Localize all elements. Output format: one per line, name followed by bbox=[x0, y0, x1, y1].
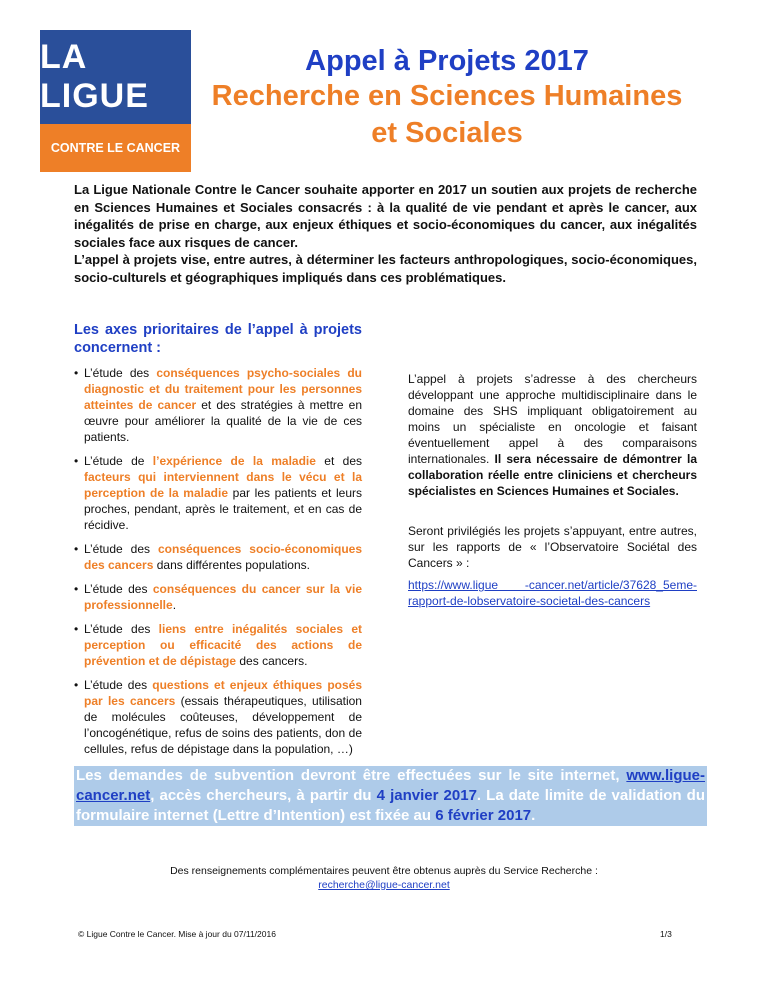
site-link[interactable]: www.ligue-cancer.net bbox=[76, 767, 705, 804]
bullet-icon: • bbox=[74, 622, 79, 636]
axes-heading: Les axes prioritaires de l’appel à projets concernent : bbox=[74, 322, 362, 356]
bullet-icon: • bbox=[74, 678, 79, 692]
bullet-icon: • bbox=[74, 582, 79, 596]
observatory-report-link[interactable]: https://www.ligue -cancer.net/article/37628_5eme-rapport-de-lobservatoire-societal-des-cancers bbox=[408, 578, 697, 608]
axis-item: • L’étude des conséquences socio-économiques des cancers dans différentes populations. bbox=[74, 542, 362, 572]
axis-item: • L’étude des conséquences psycho-sociales du diagnostic et du traitement pour les personnes atteintes de cancer et des stratégies à mettre en œuvre pour améliorer la qualité de la vie de ces patients. bbox=[74, 366, 362, 444]
intro-section bbox=[74, 181, 697, 286]
title-line-3: et Sociales bbox=[371, 117, 523, 149]
axes-section bbox=[74, 321, 362, 765]
contact-email-link[interactable]: recherche@ligue-cancer.net bbox=[318, 879, 450, 891]
title-line-1: Appel à Projets 2017 bbox=[305, 45, 589, 77]
ligue-logo bbox=[40, 30, 191, 172]
footer-copyright: © Ligue Contre le Cancer. Mise à jour du 07/11/2016 bbox=[78, 929, 276, 939]
eligibility-paragraph: L’appel à projets s’adresse à des chercheurs développant une approche multidisciplinaire dans le domaine des SHS impliquant obligatoirement au moins un spécialiste en oncologie et faisant éventuellement appel à des comparaisons internationales. Il sera nécessaire de démontrer la collaboration réelle entre cliniciens et chercheurs spécialistes en Sciences Humaines et Sociales. bbox=[408, 372, 697, 498]
eligibility-section bbox=[408, 371, 697, 609]
start-date: 4 janvier 2017 bbox=[376, 787, 477, 804]
contact-text: Des renseignements complémentaires peuvent être obtenus auprès du Service Recherche : bbox=[170, 865, 598, 877]
axis-item: • L’étude de l’expérience de la maladie et des facteurs qui interviennent dans le vécu et la perception de la maladie par les patients et leurs proches, pendant, après le traitement, et en cas de récidive. bbox=[74, 454, 363, 532]
deadline-date: 6 février 2017 bbox=[435, 807, 532, 824]
page-title bbox=[196, 44, 698, 152]
axes-list bbox=[74, 365, 362, 757]
intro-paragraph-1: La Ligue Nationale Contre le Cancer souhaite apporter en 2017 un soutien aux projets de recherche en Sciences Humaines et Sociales consacrés : à la qualité de vie pendant et après le cancer, aux inégalités de prise en charge, aux enjeux éthiques et socio-économiques du cancer, aux inégalités sociales face aux risques de cancer. bbox=[74, 182, 697, 250]
axis-item: • L’étude des liens entre inégalités sociales et perception ou efficacité des actions de prévention et de dépistage des cancers. bbox=[74, 622, 362, 668]
contact-info bbox=[0, 864, 768, 892]
axis-item: • L’étude des conséquences du cancer sur la vie professionnelle. bbox=[74, 582, 362, 612]
logo-subtitle: CONTRE LE CANCER bbox=[40, 124, 191, 172]
title-line-2: Recherche en Sciences Humaines bbox=[211, 80, 683, 112]
logo-wordmark: LA LIGUE bbox=[40, 30, 191, 124]
observatory-paragraph: Seront privilégiés les projets s’appuyant, entre autres, sur les rapports de « l’Observatoire Sociétal des Cancers » : bbox=[408, 524, 697, 570]
submission-banner: Les demandes de subvention devront être effectuées sur le site internet, www.ligue-cancer.net, accès chercheurs, à partir du 4 janvier 2017. La date limite de validation du formulaire internet (Lettre d’Intention) est fixée au 6 février 2017. bbox=[76, 767, 705, 824]
bullet-icon: • bbox=[74, 454, 79, 468]
bullet-icon: • bbox=[74, 366, 79, 380]
page-number: 1/3 bbox=[660, 929, 672, 939]
bullet-icon: • bbox=[74, 542, 79, 556]
axis-item: • L’étude des questions et enjeux éthiques posés par les cancers (essais thérapeutiques, utilisation de molécules coûteuses, développement de l’oncogénétique, refus de soins des patients, don de cellules, refus de dépistage dans la population, …) bbox=[74, 678, 362, 756]
intro-paragraph-2: L’appel à projets vise, entre autres, à déterminer les facteurs anthropologiques, socio-économiques, socio-culturels et géographiques impliqués dans ces problématiques. bbox=[74, 252, 697, 285]
